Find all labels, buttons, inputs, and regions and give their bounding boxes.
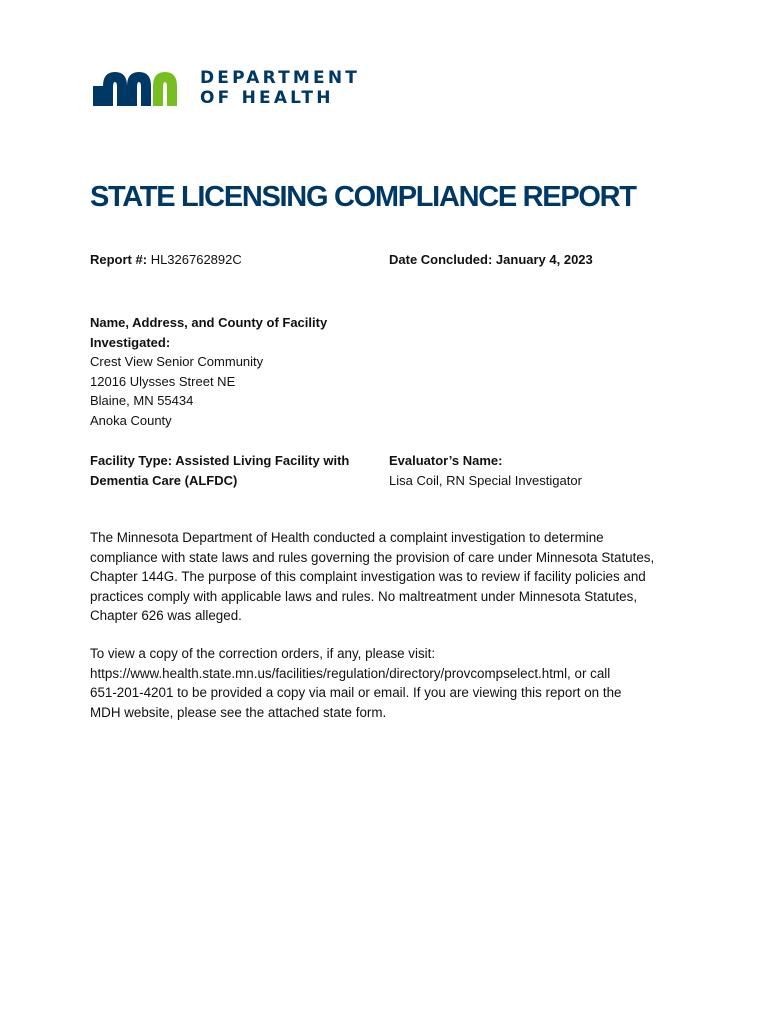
logo-line-2: OF HEALTH bbox=[200, 88, 334, 108]
paragraph2-line: MDH website, please see the attached state form. bbox=[90, 704, 387, 720]
logo-line-1: DEPARTMENT bbox=[200, 68, 361, 88]
mn-logo-icon bbox=[93, 70, 185, 108]
report-number bbox=[90, 250, 242, 270]
report-title: STATE LICENSING COMPLIANCE REPORT bbox=[90, 181, 636, 213]
paragraph1-line: Chapter 144G. The purpose of this complaint investigation was to review if facility policies and bbox=[90, 569, 646, 585]
facility-label-line-2: Investigated: bbox=[90, 334, 171, 350]
facility-block bbox=[90, 313, 350, 430]
facility-type-line-2: Dementia Care (ALFDC) bbox=[90, 472, 238, 488]
correction-orders-paragraph bbox=[90, 644, 690, 722]
paragraph1-line: Chapter 626 was alleged. bbox=[90, 608, 242, 624]
investigation-paragraph bbox=[90, 528, 690, 626]
paragraph2-line: To view a copy of the correction orders, if any, please visit: bbox=[90, 646, 436, 661]
evaluator-label: Evaluator’s Name: bbox=[389, 453, 503, 468]
facility-type bbox=[90, 451, 360, 490]
logo-wordmark bbox=[200, 68, 360, 108]
facility-county: Anoka County bbox=[90, 412, 172, 428]
paragraph1-line: The Minnesota Department of Health conducted a complaint investigation to determine bbox=[90, 530, 604, 545]
facility-label-line-1: Name, Address, and County of Facility bbox=[90, 315, 328, 330]
date-concluded bbox=[389, 250, 593, 270]
facility-name: Crest View Senior Community bbox=[90, 354, 264, 369]
date-concluded-value: January 4, 2023 bbox=[495, 252, 593, 267]
evaluator bbox=[389, 451, 689, 490]
facility-city: Blaine, MN 55434 bbox=[90, 393, 194, 408]
date-concluded-label: Date Concluded: bbox=[389, 252, 493, 267]
paragraph1-line: practices comply with applicable laws and rules. No maltreatment under Minnesota Statutes, bbox=[90, 588, 638, 604]
report-number-label: Report #: bbox=[90, 252, 148, 267]
paragraph2-line: 651-201-4201 to be provided a copy via mail or email. If you are viewing this report on the bbox=[90, 685, 622, 701]
report-number-value: HL326762892C bbox=[150, 252, 242, 267]
evaluator-name: Lisa Coil, RN Special Investigator bbox=[389, 472, 582, 488]
paragraph2-line: https://www.health.state.mn.us/facilities/regulation/directory/provcompselect.html, or call bbox=[90, 665, 611, 681]
paragraph1-line: compliance with state laws and rules governing the provision of care under Minnesota Statutes, bbox=[90, 549, 655, 565]
facility-street: 12016 Ulysses Street NE bbox=[90, 373, 236, 389]
facility-type-line-1: Facility Type: Assisted Living Facility with bbox=[90, 453, 350, 468]
mdh-logo bbox=[93, 68, 373, 110]
